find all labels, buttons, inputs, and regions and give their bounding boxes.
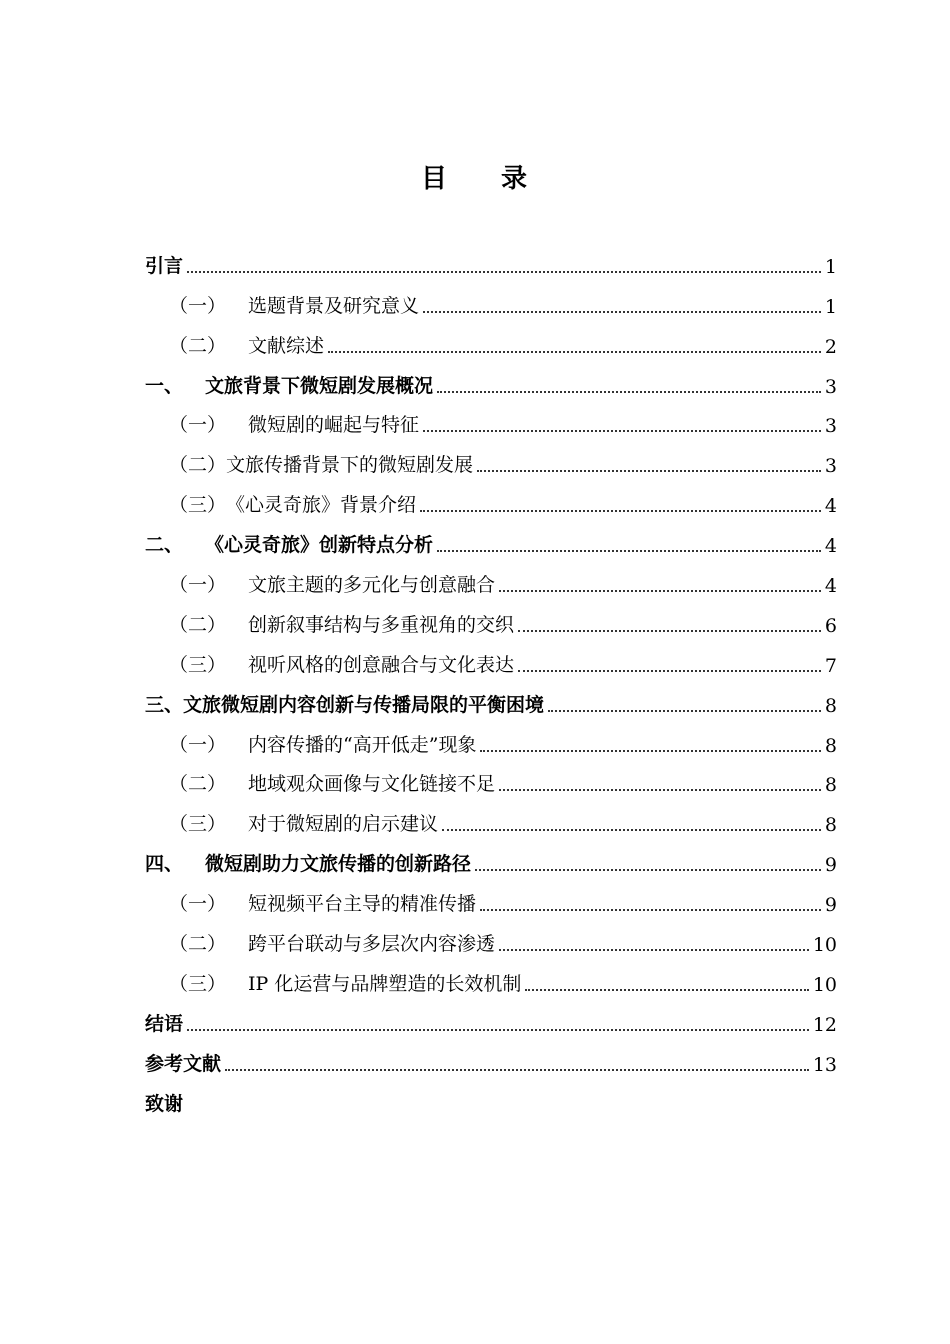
toc-entry[interactable] bbox=[145, 637, 837, 677]
toc-entry-text: 文旅主题的多元化与创意融合 bbox=[248, 574, 496, 597]
toc-entry-label bbox=[145, 1049, 221, 1076]
toc-entry-number: （三） bbox=[169, 972, 227, 995]
toc-entry-label bbox=[145, 1009, 183, 1036]
toc-entry-number: （二） bbox=[169, 613, 227, 636]
toc-entry[interactable] bbox=[145, 876, 837, 916]
toc-entry-label bbox=[169, 809, 438, 836]
toc-entry-number: （二） bbox=[169, 933, 227, 956]
toc-entry-page-number: 1 bbox=[824, 295, 837, 318]
toc-entry[interactable] bbox=[145, 757, 837, 797]
toc-entry-page-number: 8 bbox=[824, 774, 837, 797]
toc-entry-label bbox=[169, 450, 473, 477]
toc-entry-text: 内容传播的“高开低走”现象 bbox=[248, 733, 477, 756]
toc-entry-number: （三） bbox=[169, 494, 227, 517]
toc-entry-number: （二） bbox=[169, 454, 227, 477]
toc-entry[interactable] bbox=[145, 836, 837, 876]
toc-entry-text: 引言 bbox=[145, 254, 184, 277]
dot-leader bbox=[328, 350, 821, 353]
toc-entry-text: 文旅背景下微短剧发展概况 bbox=[205, 374, 434, 397]
toc-entry-label bbox=[145, 849, 471, 876]
toc-entry-text: 创新叙事结构与多重视角的交织 bbox=[248, 613, 515, 636]
toc-entry-number: （一） bbox=[169, 893, 227, 916]
dot-leader bbox=[187, 1028, 809, 1031]
toc-entry-label bbox=[169, 650, 514, 677]
toc-entry[interactable] bbox=[145, 278, 837, 318]
toc-entry-page-number: 8 bbox=[824, 694, 837, 717]
toc-entry-page-number: 10 bbox=[812, 934, 837, 957]
toc-entry-number: （三） bbox=[169, 653, 227, 676]
toc-entry-page-number: 6 bbox=[824, 614, 837, 637]
toc-entry-page-number: 13 bbox=[812, 1053, 837, 1076]
toc-entry-text: 微短剧的崛起与特征 bbox=[248, 414, 420, 437]
toc-entry-text: 参考文献 bbox=[145, 1052, 222, 1075]
dot-leader bbox=[437, 549, 821, 552]
toc-entry-text: 短视频平台主导的精准传播 bbox=[248, 893, 477, 916]
toc-entry-page-number: 3 bbox=[824, 415, 837, 438]
toc-entry-page-number: 9 bbox=[824, 894, 837, 917]
dot-leader bbox=[518, 669, 821, 672]
toc-entry-label bbox=[169, 610, 514, 637]
toc-entry[interactable] bbox=[145, 318, 837, 358]
dot-leader bbox=[480, 749, 820, 752]
toc-entry-label bbox=[145, 1089, 183, 1116]
toc-entry-number: 二、 bbox=[145, 534, 184, 557]
toc-entry-text: 结语 bbox=[145, 1012, 184, 1035]
toc-entry-label bbox=[169, 889, 476, 916]
dot-leader bbox=[225, 1068, 809, 1071]
toc-entry-page-number: 4 bbox=[824, 495, 837, 518]
toc-entry-label bbox=[169, 730, 476, 757]
toc-entry-text: 对于微短剧的启示建议 bbox=[248, 813, 439, 836]
toc-entry-text: 《心灵奇旅》背景介绍 bbox=[226, 494, 417, 517]
toc-entry-label bbox=[169, 929, 495, 956]
dot-leader bbox=[420, 509, 821, 512]
page-title bbox=[0, 158, 950, 195]
toc-entry-label bbox=[169, 410, 419, 437]
toc-entry-label bbox=[145, 690, 544, 717]
toc-entry-text: 视听风格的创意融合与文化表达 bbox=[248, 653, 515, 676]
toc-entry[interactable] bbox=[145, 597, 837, 637]
toc-entry-page-number: 12 bbox=[812, 1013, 837, 1036]
toc-entry-number: 四、 bbox=[145, 853, 184, 876]
toc-entry-label bbox=[169, 490, 416, 517]
toc-entry-number: （二） bbox=[169, 773, 227, 796]
dot-leader bbox=[525, 988, 808, 991]
toc-entry-number: 三、 bbox=[145, 693, 184, 716]
dot-leader bbox=[499, 788, 821, 791]
toc-entry-label bbox=[169, 291, 419, 318]
toc-entry-page-number: 4 bbox=[824, 535, 837, 558]
dot-leader bbox=[518, 629, 821, 632]
toc-entry-page-number: 8 bbox=[824, 814, 837, 837]
toc-entry-number: （一） bbox=[169, 733, 227, 756]
toc-entry-text: IP 化运营与品牌塑造的长效机制 bbox=[248, 972, 522, 995]
toc-entry-label bbox=[169, 331, 324, 358]
toc-entry[interactable] bbox=[145, 477, 837, 517]
toc-entry[interactable] bbox=[145, 358, 837, 398]
toc-entry[interactable] bbox=[145, 1076, 837, 1116]
toc-entry-page-number: 10 bbox=[812, 973, 837, 996]
dot-leader bbox=[187, 270, 821, 273]
toc-entry[interactable] bbox=[145, 796, 837, 836]
dot-leader bbox=[548, 709, 821, 712]
toc-entry-page-number: 2 bbox=[824, 335, 837, 358]
dot-leader bbox=[499, 948, 809, 951]
dot-leader bbox=[475, 868, 821, 871]
toc-entry[interactable] bbox=[145, 238, 837, 278]
toc-entry-number: （一） bbox=[169, 294, 227, 317]
toc-entry-text: 文旅传播背景下的微短剧发展 bbox=[226, 454, 474, 477]
toc-entry[interactable] bbox=[145, 677, 837, 717]
toc-entry-number: （一） bbox=[169, 414, 227, 437]
toc-entry[interactable] bbox=[145, 996, 837, 1036]
toc-entry[interactable] bbox=[145, 717, 837, 757]
dot-leader bbox=[437, 390, 821, 393]
toc-entry-label bbox=[169, 969, 521, 996]
toc-entry[interactable] bbox=[145, 557, 837, 597]
toc-entry-text: 选题背景及研究意义 bbox=[248, 294, 420, 317]
toc-entry-label bbox=[169, 769, 495, 796]
table-of-contents bbox=[145, 238, 837, 1116]
toc-entry-number: （三） bbox=[169, 813, 227, 836]
toc-entry[interactable] bbox=[145, 956, 837, 996]
toc-entry-number: （一） bbox=[169, 574, 227, 597]
toc-entry-text: 地域观众画像与文化链接不足 bbox=[248, 773, 496, 796]
toc-entry-label bbox=[145, 530, 433, 557]
toc-entry-page-number: 8 bbox=[824, 734, 837, 757]
toc-entry[interactable] bbox=[145, 398, 837, 438]
toc-entry-text: 微短剧助力文旅传播的创新路径 bbox=[205, 853, 472, 876]
toc-entry[interactable] bbox=[145, 517, 837, 557]
toc-entry-text: 跨平台联动与多层次内容渗透 bbox=[248, 933, 496, 956]
dot-leader bbox=[477, 469, 821, 472]
toc-entry-text: 文旅微短剧内容创新与传播局限的平衡困境 bbox=[183, 693, 545, 716]
dot-leader bbox=[499, 589, 821, 592]
toc-entry-label bbox=[145, 251, 183, 278]
toc-entry-number: （二） bbox=[169, 334, 227, 357]
dot-leader bbox=[480, 908, 821, 911]
toc-entry-label bbox=[169, 570, 495, 597]
toc-entry-page-number: 9 bbox=[824, 854, 837, 877]
title-char: 目 bbox=[420, 164, 449, 194]
title-char: 录 bbox=[501, 164, 530, 194]
dot-leader bbox=[442, 828, 821, 831]
toc-entry-page-number: 3 bbox=[824, 455, 837, 478]
dot-leader bbox=[423, 429, 821, 432]
toc-entry-label bbox=[145, 371, 433, 398]
toc-entry-page-number: 3 bbox=[824, 375, 837, 398]
toc-entry-page-number: 1 bbox=[824, 255, 837, 278]
toc-entry-text: 致谢 bbox=[145, 1092, 184, 1115]
toc-entry[interactable] bbox=[145, 916, 837, 956]
toc-entry-number: 一、 bbox=[145, 374, 184, 397]
toc-entry-text: 文献综述 bbox=[248, 334, 325, 357]
toc-entry-page-number: 7 bbox=[824, 654, 837, 677]
toc-entry[interactable] bbox=[145, 437, 837, 477]
toc-entry[interactable] bbox=[145, 1036, 837, 1076]
toc-entry-page-number: 4 bbox=[824, 575, 837, 598]
dot-leader bbox=[423, 310, 821, 313]
toc-entry-text: 《心灵奇旅》创新特点分析 bbox=[205, 534, 434, 557]
